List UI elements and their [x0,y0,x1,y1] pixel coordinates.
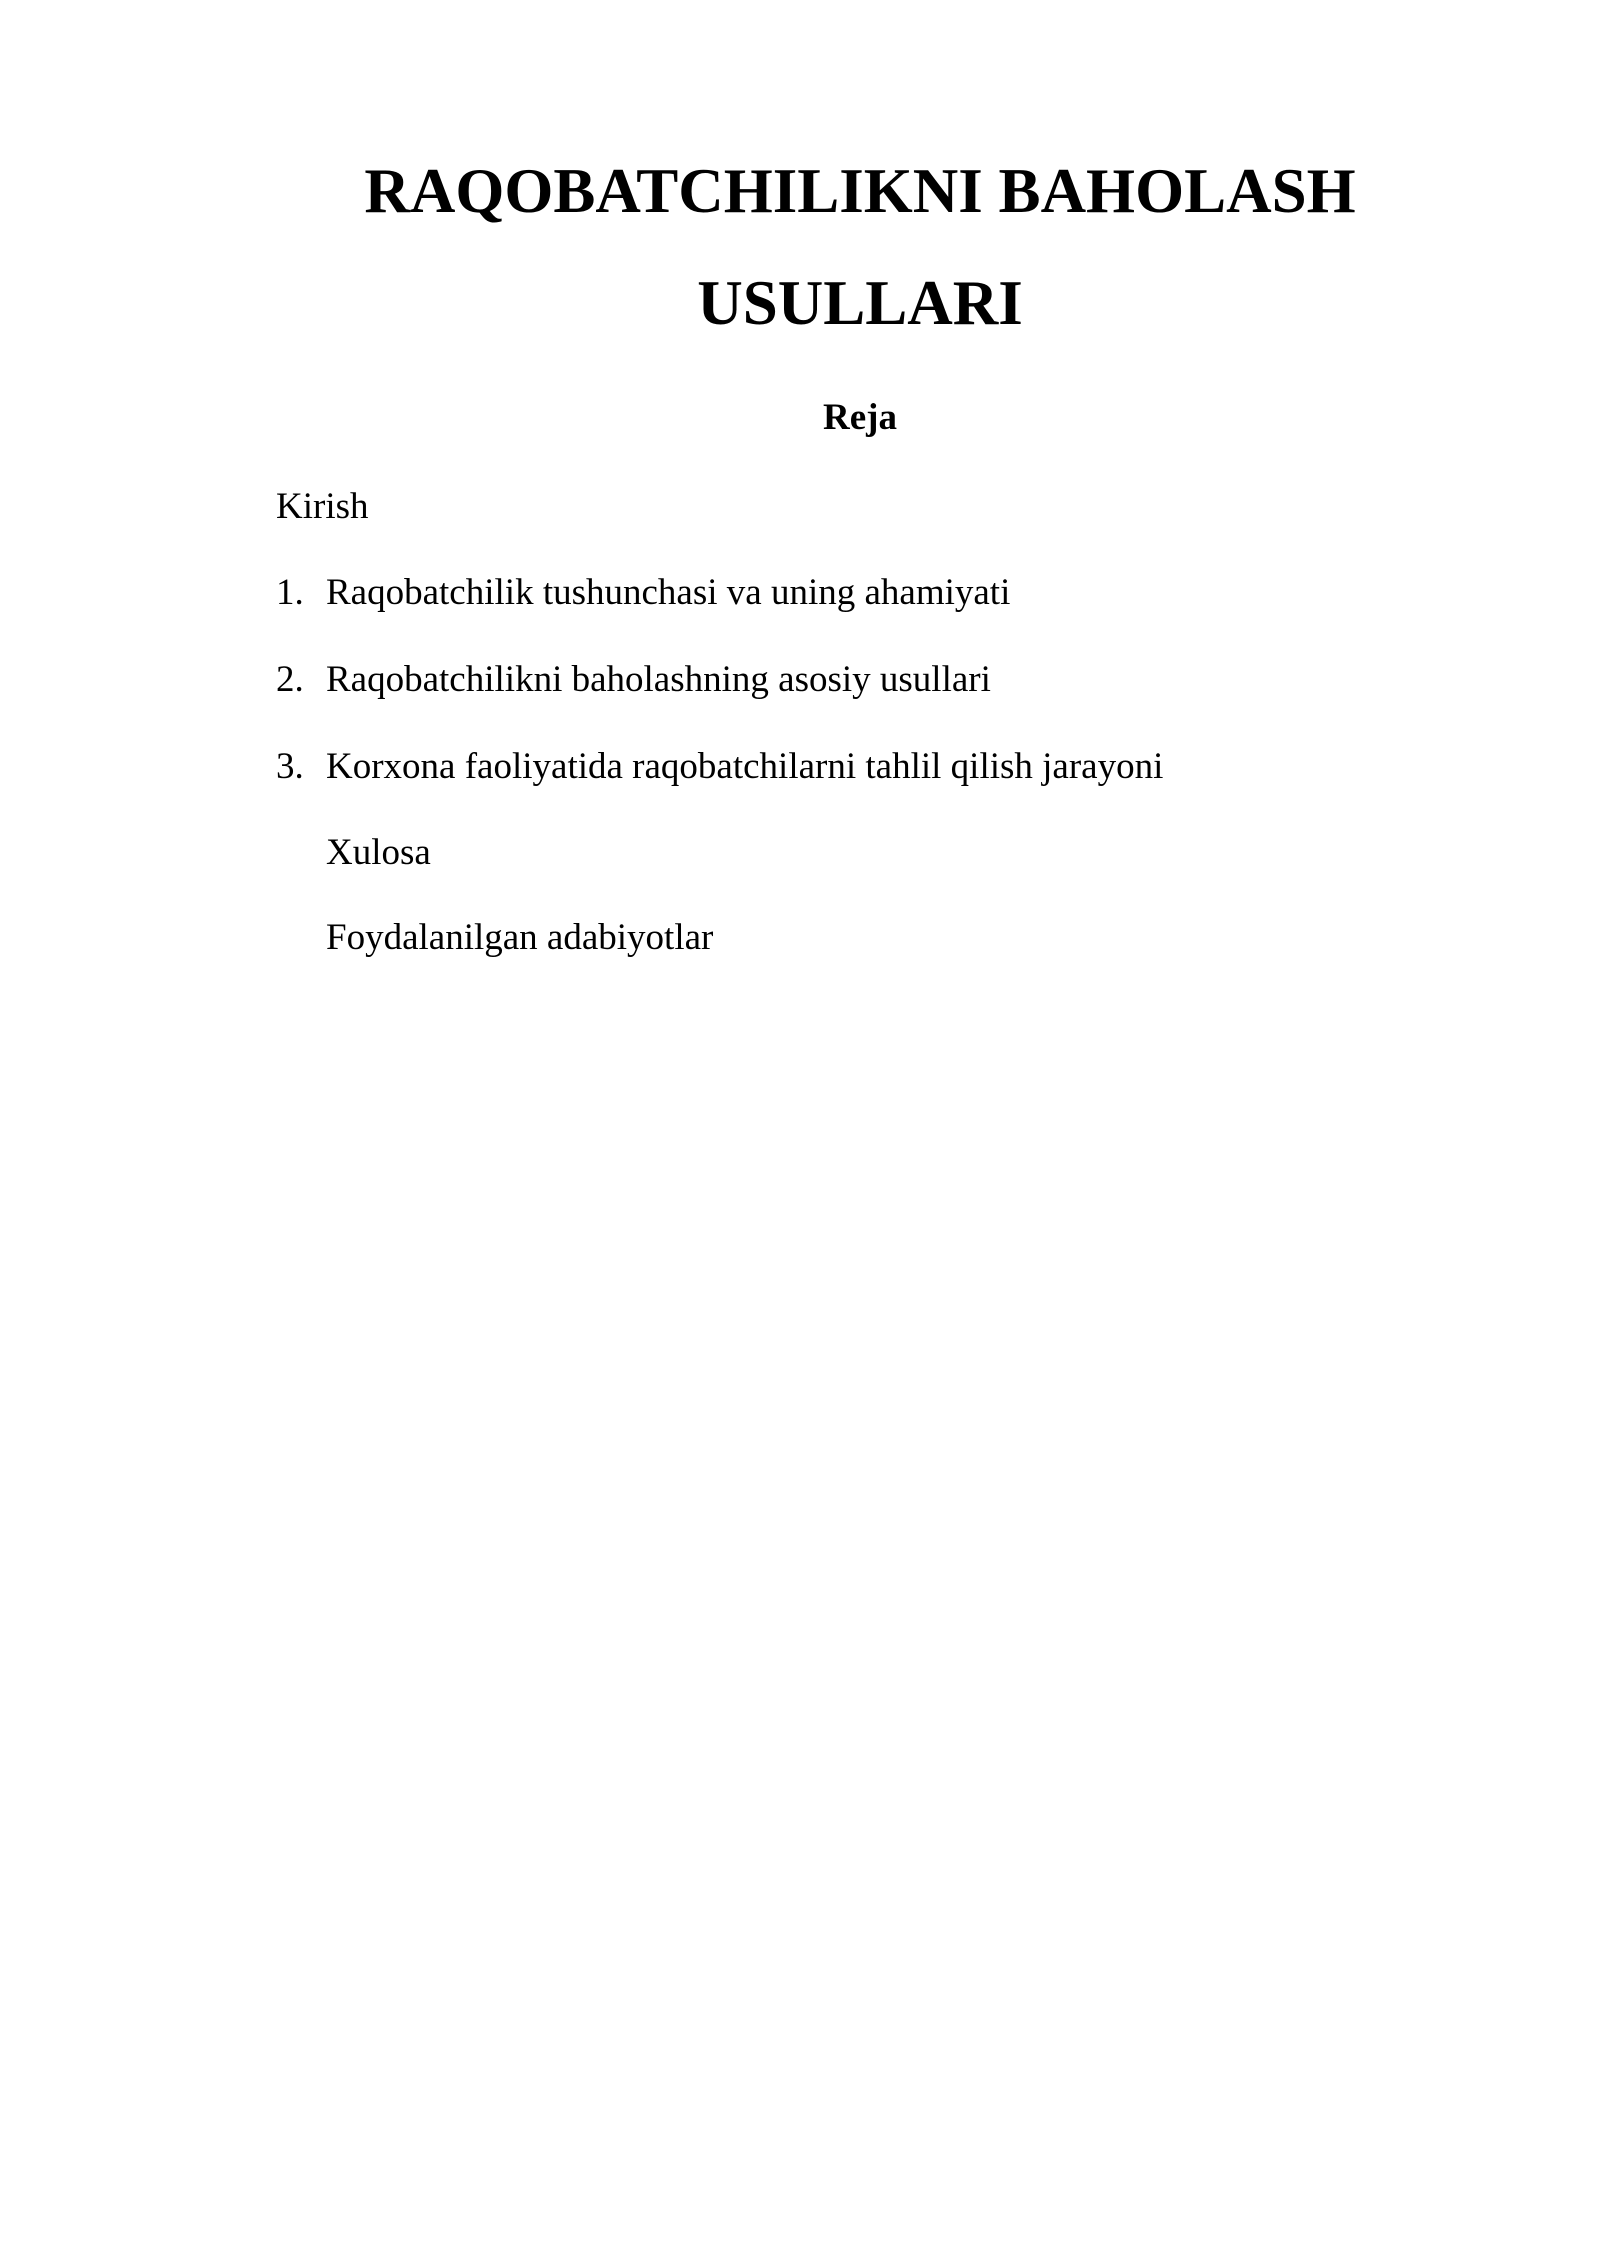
plan-item-text: Raqobatchilikni baholashning asosiy usullari [326,659,991,700]
plan-intro: Kirish [276,486,369,527]
plan-conclusion: Xulosa [326,832,431,873]
plan-item-text: Korxona faoliyatida raqobatchilarni tahlil qilish jarayoni [326,746,1164,787]
plan-item-text: Raqobatchilik tushunchasi va uning ahamiyati [326,572,1011,613]
plan-item-number: 2. [276,659,304,700]
document-title-line-2: USULLARI [697,268,1023,338]
document-title-line-1: RAQOBATCHILIKNI BAHOLASH [364,156,1356,226]
plan-heading: Reja [823,397,897,438]
plan-item-number: 3. [276,746,304,787]
plan-references: Foydalanilgan adabiyotlar [326,917,714,958]
plan-item-number: 1. [276,572,304,613]
